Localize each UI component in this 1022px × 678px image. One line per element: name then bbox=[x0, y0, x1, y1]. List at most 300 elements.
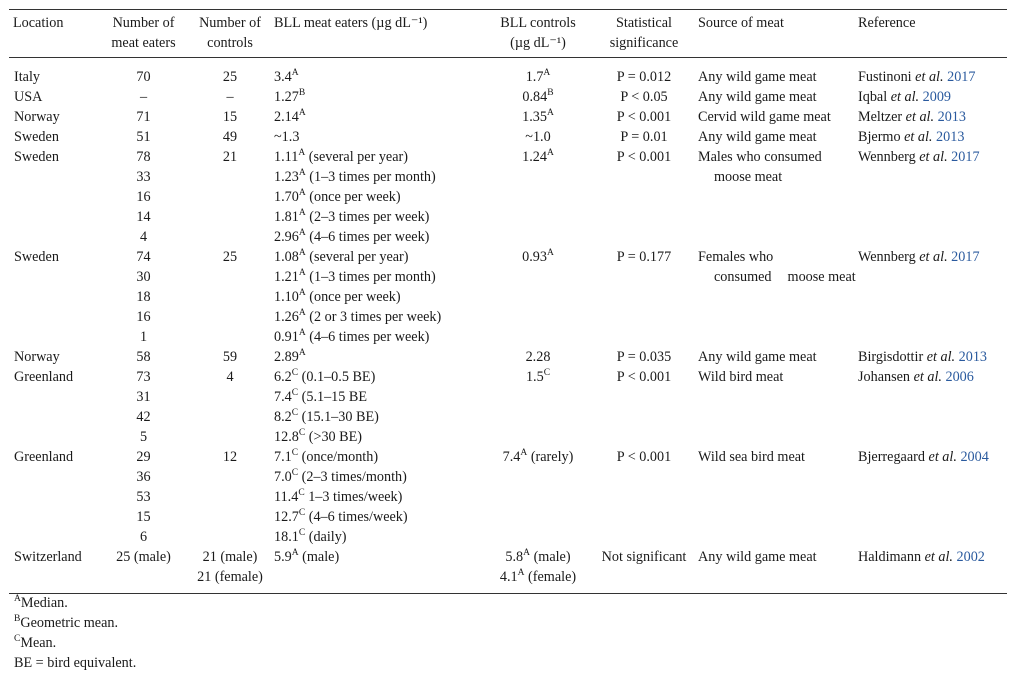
table-row bbox=[9, 58, 1007, 88]
meat-eaters-value: 36 bbox=[136, 469, 151, 485]
significance-text: P = 0.012 bbox=[616, 69, 672, 85]
reference-etal: et al. bbox=[924, 549, 953, 565]
bll-eaters-line bbox=[274, 307, 482, 327]
controls-cell bbox=[186, 107, 274, 127]
controls-value: 21 (female) bbox=[197, 569, 263, 585]
meat-eaters-cell bbox=[101, 127, 186, 147]
footnote-mark: A bbox=[14, 594, 21, 604]
bll-note: (male) bbox=[530, 549, 571, 565]
reference-author: Wennberg bbox=[858, 249, 916, 265]
bll-value: 7.4 bbox=[502, 449, 521, 465]
reference-year-link[interactable]: 2009 bbox=[922, 89, 951, 105]
meat-eaters-cell bbox=[101, 447, 186, 547]
bll-eaters-line bbox=[274, 347, 482, 367]
meat-eaters-value: 33 bbox=[136, 169, 151, 185]
bll-note: (female) bbox=[524, 569, 577, 585]
footnote bbox=[14, 633, 136, 653]
stat-type-mark: A bbox=[517, 568, 525, 578]
table-row bbox=[9, 447, 1007, 547]
table-row bbox=[9, 127, 1007, 147]
reference-etal: et al. bbox=[905, 109, 935, 125]
reference-author: Johansen bbox=[858, 369, 911, 385]
significance-text: P < 0.001 bbox=[616, 109, 672, 125]
footnote-text: Median. bbox=[20, 595, 68, 611]
stat-type-mark: C bbox=[291, 368, 299, 378]
reference-year-link[interactable]: 2017 bbox=[951, 149, 980, 165]
bll-value: 18.1 bbox=[274, 529, 299, 545]
source-line: Females who bbox=[698, 249, 774, 265]
controls-value: 49 bbox=[222, 129, 238, 145]
bll-value: ~1.0 bbox=[525, 129, 551, 145]
reference-cell bbox=[854, 367, 1007, 447]
bll-note: (5.1–15 BE bbox=[298, 389, 368, 405]
table-body bbox=[9, 58, 1007, 594]
bll-eaters-line bbox=[274, 507, 482, 527]
controls-value: 21 (male) bbox=[202, 549, 258, 565]
reference-year-link[interactable]: 2004 bbox=[960, 449, 989, 465]
location-text: Sweden bbox=[14, 129, 59, 145]
controls-value: – bbox=[226, 89, 234, 105]
location-cell bbox=[9, 107, 101, 127]
reference-author: Iqbal bbox=[858, 89, 888, 105]
reference-etal: et al. bbox=[926, 349, 956, 365]
reference-year-link[interactable]: 2017 bbox=[951, 249, 980, 265]
bll-note: (several per year) bbox=[305, 149, 408, 165]
header-line: BLL controls bbox=[500, 15, 576, 31]
bll-controls-cell bbox=[482, 447, 594, 547]
reference-cell bbox=[854, 347, 1007, 367]
stat-type-mark: A bbox=[543, 68, 551, 78]
footnotes bbox=[14, 593, 136, 673]
bll-value: 1.11 bbox=[274, 149, 299, 165]
reference-year-link[interactable]: 2013 bbox=[958, 349, 988, 365]
bll-eaters-cell bbox=[274, 127, 482, 147]
reference-etal: et al. bbox=[919, 249, 948, 265]
bll-note: (15.1–30 BE) bbox=[298, 409, 379, 425]
stat-type-mark: A bbox=[298, 188, 306, 198]
table-row bbox=[9, 247, 1007, 347]
significance-cell bbox=[594, 247, 694, 347]
meat-eaters-value: 5 bbox=[139, 429, 148, 445]
location-text: Greenland bbox=[14, 369, 74, 385]
location-cell bbox=[9, 247, 101, 347]
bll-note: (4–6 times/week) bbox=[305, 509, 408, 525]
source-line: Wild bird meat bbox=[698, 369, 784, 385]
meat-eaters-value: 29 bbox=[136, 449, 151, 465]
stat-type-mark: A bbox=[546, 148, 554, 158]
significance-cell bbox=[594, 147, 694, 247]
bll-value: 1.81 bbox=[274, 209, 299, 225]
reference-cell bbox=[854, 107, 1007, 127]
stat-type-mark: A bbox=[298, 348, 306, 358]
location-text: Sweden bbox=[14, 249, 59, 265]
meat-eaters-value: 53 bbox=[136, 489, 151, 505]
bll-value: 7.0 bbox=[274, 469, 292, 485]
location-cell bbox=[9, 147, 101, 247]
bll-note: (2 or 3 times per week) bbox=[305, 309, 442, 325]
bll-note: (0.1–0.5 BE) bbox=[298, 369, 376, 385]
source-line: Cervid wild game meat bbox=[698, 109, 831, 125]
reference-year-link[interactable]: 2017 bbox=[947, 69, 976, 85]
source-line: moose meat bbox=[787, 269, 856, 285]
source-line: Males who consumed bbox=[698, 149, 822, 165]
controls-cell bbox=[186, 87, 274, 107]
bll-value: 1.7 bbox=[525, 69, 544, 85]
stat-type-mark: A bbox=[298, 328, 306, 338]
bll-value: 0.91 bbox=[274, 329, 299, 345]
stat-type-mark: A bbox=[298, 308, 306, 318]
bll-controls-line bbox=[482, 67, 594, 87]
bll-eaters-cell bbox=[274, 247, 482, 347]
meat-eaters-value: 78 bbox=[136, 149, 151, 165]
bll-value: 12.8 bbox=[274, 429, 299, 445]
bll-eaters-line bbox=[274, 247, 482, 267]
reference-author: Fustinoni bbox=[858, 69, 912, 85]
controls-cell bbox=[186, 127, 274, 147]
bll-value: 4.1 bbox=[499, 569, 518, 585]
bll-eaters-line bbox=[274, 387, 482, 407]
table-row bbox=[9, 107, 1007, 127]
bll-value: 2.28 bbox=[525, 349, 551, 365]
stat-type-mark: A bbox=[298, 248, 306, 258]
significance-cell bbox=[594, 367, 694, 447]
footnote bbox=[14, 613, 136, 633]
significance-cell bbox=[594, 547, 694, 594]
bll-controls-cell bbox=[482, 347, 594, 367]
reference-author: Meltzer bbox=[858, 109, 903, 125]
stat-type-mark: A bbox=[546, 248, 554, 258]
bll-eaters-line bbox=[274, 267, 482, 287]
meat-eaters-value: 1 bbox=[139, 329, 148, 345]
bll-eaters-line bbox=[274, 227, 482, 247]
location-cell bbox=[9, 347, 101, 367]
reference-year-link[interactable]: 2013 bbox=[937, 109, 966, 125]
bll-value: 3.4 bbox=[274, 69, 292, 85]
meat-eaters-cell bbox=[101, 547, 186, 594]
controls-cell bbox=[186, 58, 274, 88]
footnote bbox=[14, 593, 136, 613]
controls-cell bbox=[186, 147, 274, 247]
bll-value: 1.35 bbox=[522, 109, 547, 125]
bll-value: 1.08 bbox=[274, 249, 299, 265]
source-cell bbox=[694, 107, 854, 127]
stat-type-mark: A bbox=[298, 228, 306, 238]
header-line: Location bbox=[13, 15, 64, 31]
header-meat-eaters bbox=[101, 10, 186, 58]
footnote-text: Geometric mean. bbox=[20, 615, 119, 631]
footnote-text: BE = bird equivalent. bbox=[14, 655, 137, 671]
header-location bbox=[9, 10, 101, 58]
header-line: BLL meat eaters (µg dL⁻¹) bbox=[274, 15, 428, 31]
source-cell bbox=[694, 367, 854, 447]
significance-cell bbox=[594, 87, 694, 107]
bll-value: 1.24 bbox=[522, 149, 547, 165]
bll-note: (>30 BE) bbox=[305, 429, 363, 445]
bll-eaters-cell bbox=[274, 58, 482, 88]
stat-type-mark: A bbox=[523, 548, 531, 558]
significance-cell bbox=[594, 447, 694, 547]
meat-eaters-cell bbox=[101, 347, 186, 367]
bll-note: (4–6 times per week) bbox=[305, 329, 430, 345]
reference-etal: et al. bbox=[904, 129, 933, 145]
header-bll-controls bbox=[482, 10, 594, 58]
bll-controls-cell bbox=[482, 107, 594, 127]
stat-type-mark: C bbox=[291, 408, 299, 418]
significance-cell bbox=[594, 107, 694, 127]
bll-value: 1.27 bbox=[274, 89, 299, 105]
controls-value: 25 bbox=[222, 249, 238, 265]
bll-controls-cell bbox=[482, 58, 594, 88]
reference-author: Bjerregaard bbox=[858, 449, 925, 465]
source-line: Wild sea bird meat bbox=[698, 449, 805, 465]
bll-eaters-line bbox=[274, 107, 482, 127]
significance-text: P = 0.035 bbox=[616, 349, 672, 365]
header-line: controls bbox=[207, 35, 253, 51]
bll-controls-cell bbox=[482, 127, 594, 147]
stat-type-mark: C bbox=[291, 448, 299, 458]
stat-type-mark: A bbox=[520, 448, 528, 458]
controls-value: 21 bbox=[222, 149, 238, 165]
meat-eaters-cell bbox=[101, 247, 186, 347]
bll-note: (once per week) bbox=[305, 189, 401, 205]
location-text: Greenland bbox=[14, 449, 74, 465]
controls-value: 4 bbox=[226, 369, 234, 385]
bll-value: 7.1 bbox=[274, 449, 292, 465]
significance-text: P < 0.05 bbox=[620, 89, 668, 105]
bll-value: 1.5 bbox=[525, 369, 544, 385]
controls-cell bbox=[186, 367, 274, 447]
reference-year-link[interactable]: 2013 bbox=[936, 129, 965, 145]
source-line: Any wild game meat bbox=[698, 549, 817, 565]
significance-cell bbox=[594, 127, 694, 147]
bll-eaters-line bbox=[274, 527, 482, 547]
reference-year-link[interactable]: 2006 bbox=[945, 369, 974, 385]
header-bll-eaters bbox=[274, 10, 482, 58]
reference-etal: et al. bbox=[913, 369, 942, 385]
meat-eaters-value: 70 bbox=[136, 69, 151, 85]
stat-type-mark: A bbox=[298, 148, 306, 158]
location-cell bbox=[9, 127, 101, 147]
header-line: Source of meat bbox=[698, 15, 784, 31]
bll-note: (once per week) bbox=[305, 289, 401, 305]
bll-note: (once/month) bbox=[298, 449, 379, 465]
bll-note: (2–3 times/month) bbox=[298, 469, 407, 485]
reference-cell bbox=[854, 547, 1007, 594]
source-cell bbox=[694, 87, 854, 107]
location-cell bbox=[9, 447, 101, 547]
meat-eaters-value: 51 bbox=[136, 129, 151, 145]
stat-type-mark: A bbox=[291, 68, 299, 78]
bll-eaters-line bbox=[274, 67, 482, 87]
reference-cell bbox=[854, 147, 1007, 247]
bll-value: 6.2 bbox=[274, 369, 292, 385]
bll-eaters-line bbox=[274, 87, 482, 107]
bll-eaters-line bbox=[274, 207, 482, 227]
table-row bbox=[9, 367, 1007, 447]
stat-type-mark: C bbox=[291, 468, 299, 478]
location-cell bbox=[9, 367, 101, 447]
bll-eaters-cell bbox=[274, 547, 482, 594]
bll-value: 12.7 bbox=[274, 509, 299, 525]
bll-controls-line bbox=[482, 367, 594, 387]
location-text: Norway bbox=[14, 349, 60, 365]
stat-type-mark: A bbox=[546, 108, 554, 118]
bll-eaters-line bbox=[274, 487, 482, 507]
bll-controls-cell bbox=[482, 547, 594, 594]
bll-note: (1–3 times per month) bbox=[305, 169, 436, 185]
bll-note: (4–6 times per week) bbox=[305, 229, 430, 245]
reference-year-link[interactable]: 2002 bbox=[956, 549, 985, 565]
stat-type-mark: A bbox=[298, 208, 306, 218]
bll-controls-line bbox=[482, 87, 594, 107]
table-row bbox=[9, 87, 1007, 107]
header-line: (µg dL⁻¹) bbox=[510, 35, 566, 51]
stat-type-mark: C bbox=[291, 388, 299, 398]
header-line: significance bbox=[609, 35, 679, 51]
bll-value: 5.9 bbox=[274, 549, 292, 565]
bll-value: 2.89 bbox=[274, 349, 299, 365]
source-line: Any wild game meat bbox=[698, 349, 817, 365]
significance-cell bbox=[594, 347, 694, 367]
bll-eaters-cell bbox=[274, 147, 482, 247]
meat-eaters-value: 58 bbox=[136, 349, 151, 365]
bll-eaters-line bbox=[274, 407, 482, 427]
stat-type-mark: A bbox=[298, 108, 306, 118]
source-line: consumed bbox=[714, 269, 772, 285]
bll-value: 1.10 bbox=[274, 289, 299, 305]
source-cell bbox=[694, 147, 854, 247]
header-line: Reference bbox=[858, 15, 916, 31]
bll-value: 1.70 bbox=[274, 189, 299, 205]
table-row bbox=[9, 147, 1007, 247]
footnote-mark: C bbox=[14, 634, 21, 644]
bll-eaters-line bbox=[274, 367, 482, 387]
significance-text: P = 0.177 bbox=[616, 249, 672, 265]
stat-type-mark: A bbox=[298, 288, 306, 298]
bll-eaters-line bbox=[274, 327, 482, 347]
bll-controls-line bbox=[482, 127, 594, 147]
bll-note: (male) bbox=[298, 549, 340, 565]
table-row bbox=[9, 547, 1007, 594]
controls-value: 25 bbox=[222, 69, 238, 85]
location-text: USA bbox=[14, 89, 43, 105]
bll-eaters-line bbox=[274, 447, 482, 467]
bll-controls-line bbox=[482, 107, 594, 127]
source-line: Any wild game meat bbox=[698, 129, 817, 145]
reference-etal: et al. bbox=[919, 149, 948, 165]
reference-cell bbox=[854, 87, 1007, 107]
bll-controls-cell bbox=[482, 367, 594, 447]
source-line: Any wild game meat bbox=[698, 69, 817, 85]
meat-eaters-value: 74 bbox=[136, 249, 151, 265]
meat-eaters-value: 30 bbox=[136, 269, 151, 285]
reference-cell bbox=[854, 247, 1007, 347]
controls-cell bbox=[186, 447, 274, 547]
meat-eaters-cell bbox=[101, 87, 186, 107]
bll-value: 2.96 bbox=[274, 229, 299, 245]
meat-eaters-cell bbox=[101, 367, 186, 447]
header-line: meat eaters bbox=[111, 35, 176, 51]
header-controls bbox=[186, 10, 274, 58]
bll-controls-cell bbox=[482, 147, 594, 247]
table-row bbox=[9, 347, 1007, 367]
meat-eaters-cell bbox=[101, 58, 186, 88]
stat-type-mark: A bbox=[298, 168, 306, 178]
reference-cell bbox=[854, 127, 1007, 147]
source-cell bbox=[694, 247, 854, 347]
meat-eaters-value: 25 (male) bbox=[116, 549, 171, 565]
meat-eaters-value: 71 bbox=[136, 109, 151, 125]
header-source bbox=[694, 10, 854, 58]
location-text: Italy bbox=[14, 69, 40, 85]
controls-value: 12 bbox=[222, 449, 238, 465]
controls-cell bbox=[186, 347, 274, 367]
meat-eaters-value: 31 bbox=[136, 389, 151, 405]
stat-type-mark: C bbox=[298, 528, 306, 538]
bll-note: (1–3 times per month) bbox=[305, 269, 436, 285]
stat-type-mark: C bbox=[543, 368, 551, 378]
bll-value: 0.84 bbox=[522, 89, 548, 105]
bll-eaters-line bbox=[274, 467, 482, 487]
header-reference bbox=[854, 10, 1007, 58]
significance-text: Not significant bbox=[601, 549, 687, 565]
bll-eaters-line bbox=[274, 547, 482, 567]
location-cell bbox=[9, 547, 101, 594]
meat-eaters-value: 18 bbox=[136, 289, 151, 305]
significance-text: P = 0.01 bbox=[620, 129, 668, 145]
bll-note: (daily) bbox=[305, 529, 347, 545]
bll-note: (several per year) bbox=[305, 249, 409, 265]
bll-value: ~1.3 bbox=[274, 129, 300, 145]
bll-value: 11.4 bbox=[274, 489, 299, 505]
meat-eaters-value: – bbox=[139, 89, 148, 105]
reference-author: Bjermo bbox=[858, 129, 901, 145]
bll-eaters-cell bbox=[274, 87, 482, 107]
significance-text: P < 0.001 bbox=[616, 149, 672, 165]
meat-eaters-value: 42 bbox=[136, 409, 151, 425]
significance-text: P < 0.001 bbox=[616, 369, 672, 385]
meat-eaters-cell bbox=[101, 147, 186, 247]
bll-controls-line bbox=[482, 547, 594, 567]
stat-type-mark: C bbox=[298, 428, 306, 438]
footnote-mark: B bbox=[14, 614, 21, 624]
bll-value: 2.14 bbox=[274, 109, 299, 125]
source-line: Any wild game meat bbox=[698, 89, 817, 105]
bll-note: (2–3 times per week) bbox=[305, 209, 430, 225]
header-significance bbox=[594, 10, 694, 58]
bll-controls-line bbox=[482, 247, 594, 267]
controls-value: 15 bbox=[222, 109, 238, 125]
stat-type-mark: B bbox=[298, 88, 306, 98]
bll-controls-line bbox=[482, 447, 594, 467]
stat-type-mark: C bbox=[298, 508, 306, 518]
stat-type-mark: B bbox=[547, 88, 554, 98]
footnote bbox=[14, 653, 136, 673]
bll-controls-line bbox=[482, 347, 594, 367]
bll-eaters-line bbox=[274, 147, 482, 167]
bll-value: 8.2 bbox=[274, 409, 292, 425]
bll-eaters-line bbox=[274, 287, 482, 307]
footnote-text: Mean. bbox=[20, 635, 57, 651]
meat-eaters-value: 14 bbox=[136, 209, 151, 225]
bll-controls-line bbox=[482, 567, 594, 587]
bll-eaters-cell bbox=[274, 347, 482, 367]
bll-eaters-line bbox=[274, 127, 482, 147]
bll-controls-cell bbox=[482, 247, 594, 347]
stat-type-mark: C bbox=[298, 488, 305, 498]
header-line: Statistical bbox=[616, 15, 672, 31]
reference-author: Wennberg bbox=[858, 149, 916, 165]
